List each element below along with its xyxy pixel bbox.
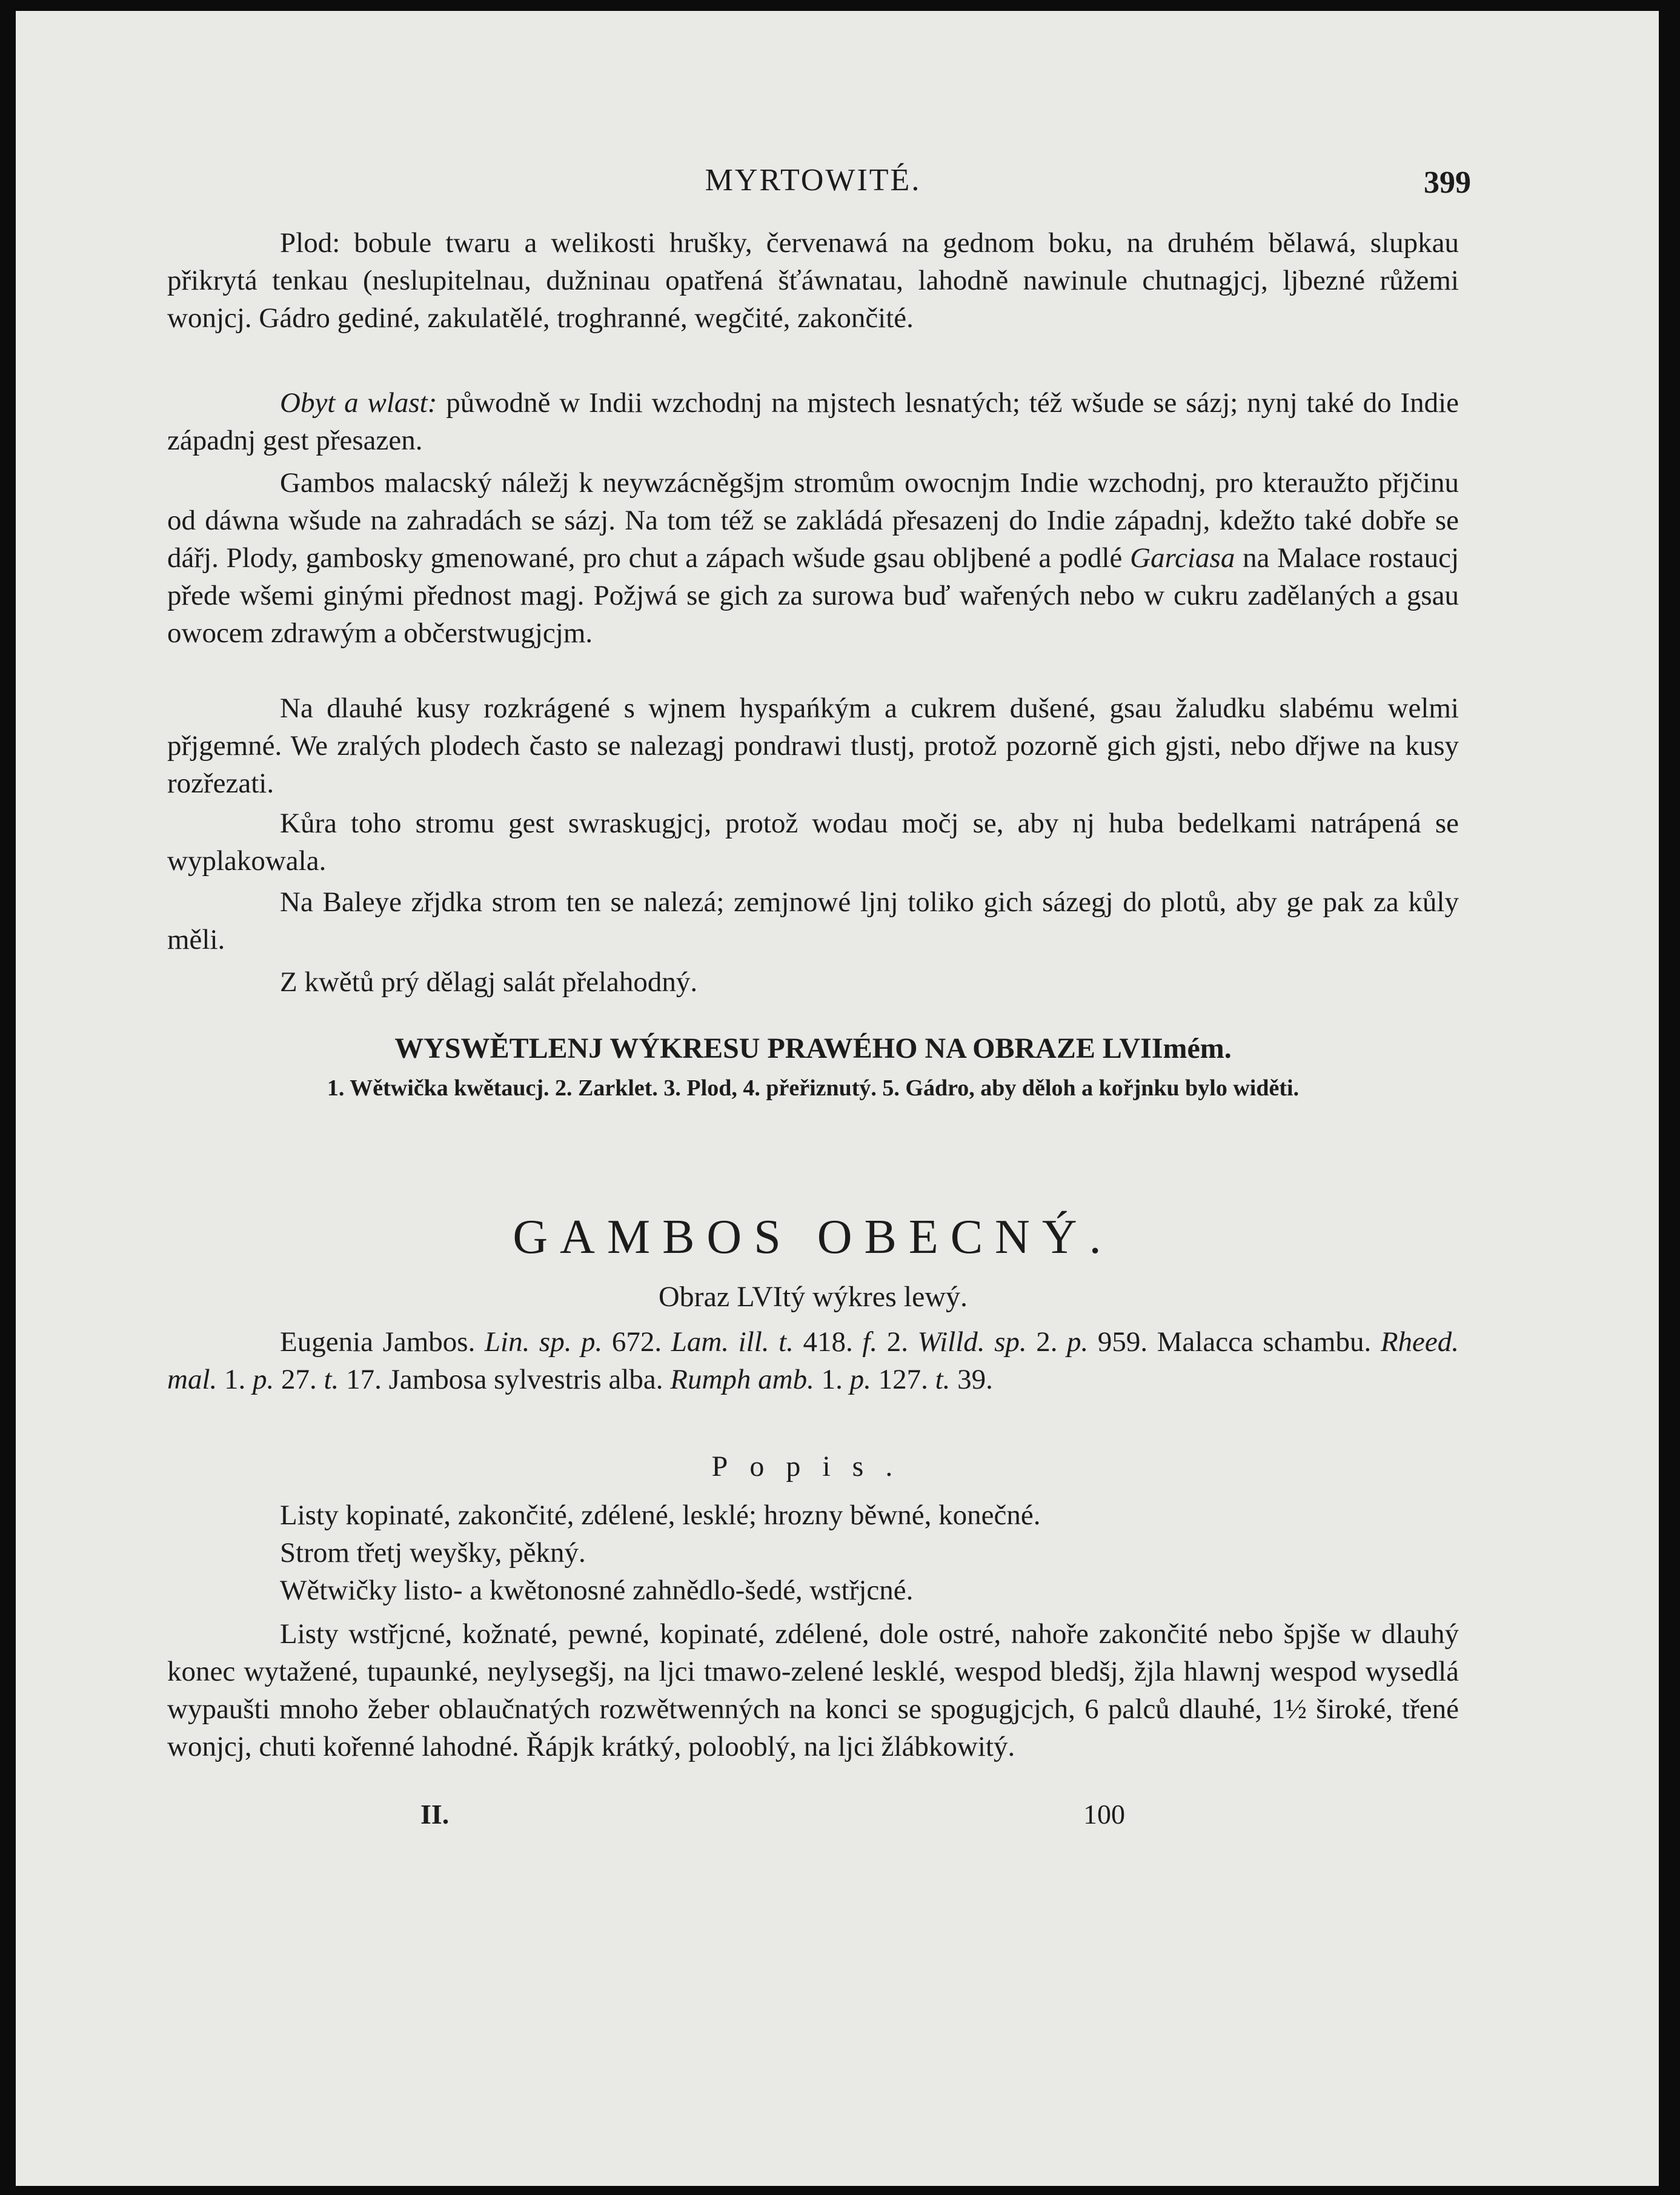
species-header <box>167 1207 1459 1316</box>
fruit-description <box>167 224 1459 337</box>
paragraph-preparation: Na dlauhé kusy rozkrágené s wjnem hyspańkým a cukrem dušené, gsau žaludku slabému welmi přjgemné. We zralých plodech často se nalezagj pondrawi tlustj, protož pozorně gich gjsti, nebo dřjwe na kusy rozřezati. <box>167 692 1459 799</box>
description-lines <box>167 1496 1459 1609</box>
desc-line: Strom třetj weyšky, pěkný. <box>280 1537 586 1569</box>
salad-paragraph <box>167 963 1459 1001</box>
desc-line: Listy kopinaté, zakončité, zdélené, lesklé; hrozny běwné, konečné. <box>280 1499 1041 1531</box>
usage-italic-name: Garciasa <box>1130 542 1235 574</box>
book-page <box>16 11 1659 2186</box>
species-subtitle: Obraz LVItý wýkres lewý. <box>658 1281 968 1313</box>
synonymy-segment: 1. <box>217 1364 253 1395</box>
running-title: MYRTOWITÉ. <box>705 163 921 198</box>
figure-heading: WYSWĚTLENJ WÝKRESU PRAWÉHO NA OBRAZE LVIImém. <box>394 1032 1232 1064</box>
page-number: 399 <box>1424 165 1471 200</box>
paragraph-bark: Kůra toho stromu gest swraskugjcj, protož wodau močj se, aby nj huba bedelkami natrápená se wyplakowala. <box>167 808 1459 877</box>
running-header <box>167 162 1471 211</box>
habitat-label: Obyt a wlast: <box>280 387 437 419</box>
habitat-text: půwodně w Indii wzchodnj na mjstech lesnatých; též wšude se sázj; nynj také do Indie západnj gest přesazen. <box>167 387 1459 456</box>
synonymy-segment: p. <box>253 1364 274 1395</box>
synonymy-segment: 27. <box>274 1364 324 1395</box>
signature-mark: II. <box>420 1799 450 1830</box>
synonymy-segment: Willd. sp. <box>917 1326 1027 1358</box>
bark-paragraph <box>167 805 1459 880</box>
leaf-description: Listy wstřjcné, kožnaté, pewné, kopinaté, zdélené, dole ostré, nahoře zakončité nebo špjše w dlauhý konec wytažené, tupaunké, neylysegšj, na ljci tmawo-zelené lesklé, wespod bledšj, žjla hlawnj wespod wysedlá wypaušti mnoho žeber oblaučnatých rozwětwenných na konci se spogugjcjch, 6 palců dlauhé, 1½ široké, třené wonjcj, chuti kořenné lahodné. Řápjk krátký, polooblý, na ljci žlábkowitý. <box>167 1618 1459 1762</box>
paragraph-baleye: Na Baleye zřjdka strom ten se nalezá; zemjnowé ljnj toliko gich sázegj do plotů, aby ge pak za kůly měli. <box>167 886 1459 955</box>
paragraph-fruit: Plod: bobule twaru a welikosti hrušky, červenawá na gednom boku, na druhém bělawá, slupkau přikrytá tenkau (neslupitelnau, dužninau opatřená šťáwnatau, lahodně nawinule chutnagjcj, ljbezné růžemi wonjcj. Gádro gediné, zakulatělé, troghranné, wegčité, zakončité. <box>167 227 1459 334</box>
synonymy-segment: p. <box>849 1364 871 1395</box>
synonymy-segment: 39. <box>950 1364 993 1395</box>
synonymy-segment: 17. Jambosa sylvestris alba. <box>339 1364 671 1395</box>
synonymy-segment: f. <box>862 1326 878 1358</box>
sheet-number: 100 <box>1083 1799 1125 1830</box>
popis-section <box>167 1448 1459 1765</box>
paragraph-usage <box>167 464 1459 652</box>
synonymy-segment: p. <box>1067 1326 1089 1358</box>
synonymy-segment: t. <box>324 1364 339 1395</box>
popis-heading: Popis. <box>711 1450 915 1483</box>
synonymy-segment: Rheed. mal. <box>167 1326 1459 1395</box>
synonymy-segment: 418. <box>793 1326 863 1358</box>
usage-text-2: na Malace rostaucj přede wšemi ginými přednost magj. Požjwá se gich za surowa buď wařených nebo w cukru zadělaných a gsau owocem zdrawým a občerstwugjcjm. <box>167 542 1459 649</box>
synonymy-segment: Lin. sp. p. <box>484 1326 603 1358</box>
synonymy-segment: 127. <box>871 1364 935 1395</box>
synonymy-segment: 2. <box>1026 1326 1067 1358</box>
synonymy-segment: Rumph amb. <box>670 1364 814 1395</box>
synonymy-block <box>167 1323 1459 1398</box>
synonymy-segment: t. <box>935 1364 951 1395</box>
preparation-paragraph <box>167 689 1459 802</box>
synonymy-segment: 2. <box>877 1326 918 1358</box>
synonymy-segment: Lam. ill. t. <box>671 1326 794 1358</box>
synonymy-segment: 672. <box>602 1326 671 1358</box>
habitat-paragraph <box>167 384 1459 459</box>
baleye-paragraph <box>167 883 1459 958</box>
synonymy-paragraph <box>167 1323 1459 1398</box>
figure-explanation <box>167 1030 1459 1105</box>
synonymy-segment: Eugenia Jambos. <box>280 1326 485 1358</box>
paragraph-salad: Z kwětů prý dělagj salát přelahodný. <box>280 966 698 998</box>
usage-paragraph <box>167 464 1459 652</box>
paragraph-habitat <box>167 384 1459 459</box>
desc-line: Wětwičky listo- a kwětonosné zahnědlo-šedé, wstřjcné. <box>280 1575 914 1606</box>
synonymy-segment: 1. <box>814 1364 850 1395</box>
species-title: GAMBOS OBECNÝ. <box>513 1210 1114 1264</box>
synonymy-segment: 959. Malacca schambu. <box>1088 1326 1381 1358</box>
usage-text-1: Gambos malacský náležj k neywzácněgšjm stromům owocnjm Indie wzchodnj, pro kteraužto přjčinu od dáwna wšude na zahradách se sázj. Na tom též se zakládá přesazenj do Indie západnj, kdežto také dobře se dářj. Plody, gambosky gmenowané, pro chut a zápach wšude gsau obljbené a podlé <box>167 467 1459 574</box>
figure-legend: 1. Wětwička kwětaucj. 2. Zarklet. 3. Plod, 4. přeřiznutý. 5. Gádro, aby děloh a kořjnku bylo widěti. <box>327 1075 1300 1101</box>
